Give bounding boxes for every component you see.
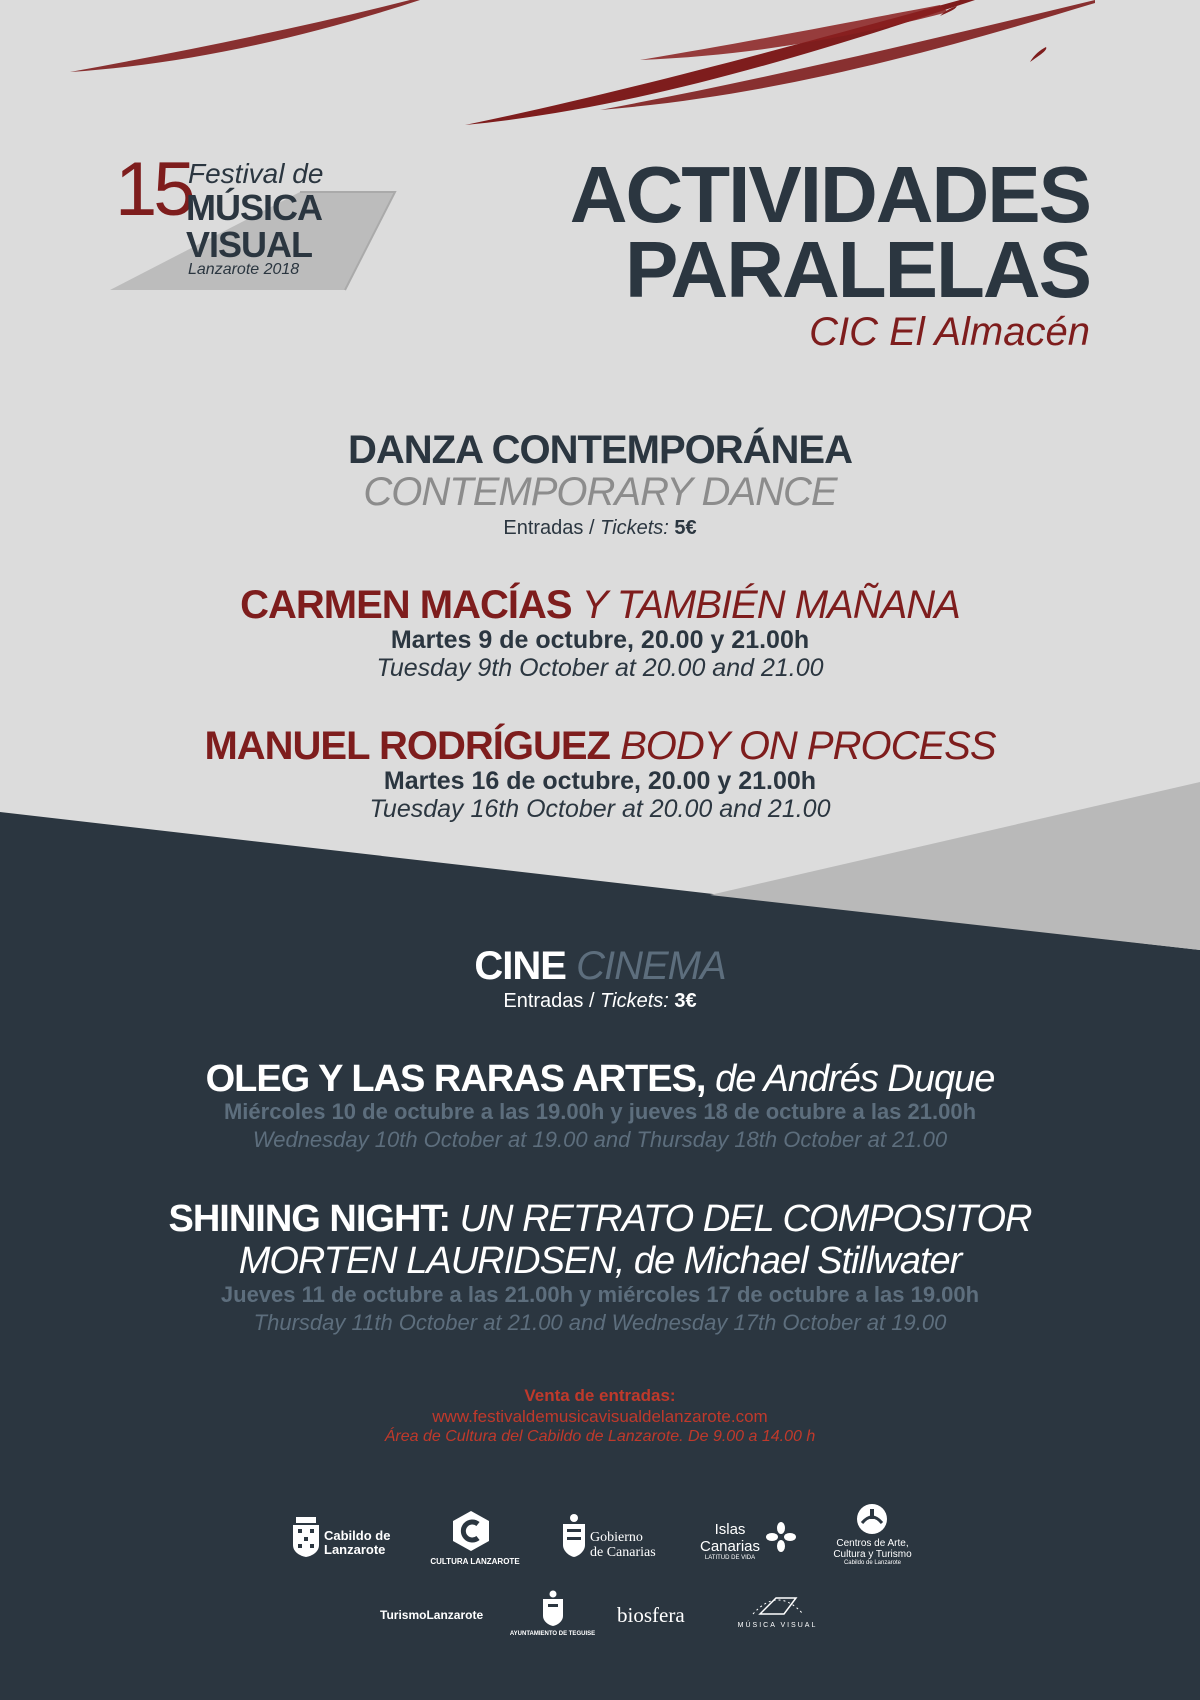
film-1-title-row (0, 1058, 1200, 1101)
venue: CIC El Almacén (809, 310, 1090, 354)
centros-line-2: Cultura y Turismo (833, 1549, 912, 1560)
cabildo-shield-icon (292, 1517, 320, 1557)
logo-line-musica: MÚSICA (186, 187, 322, 228)
film-2-title: SHINING NIGHT: (168, 1198, 451, 1240)
dance-heading: DANZA CONTEMPORÁNEA (348, 428, 852, 472)
dance-event-1-artist: CARMEN MACÍAS (240, 583, 572, 627)
cinema-price: 3€ (674, 990, 697, 1012)
islas-line-1: Islas (714, 1521, 746, 1538)
sponsor-turismo: TurismoLanzarote (380, 1608, 484, 1622)
gobierno-line-2: de Canarias (590, 1545, 656, 1561)
film-2-subtitle-line-2: MORTEN LAURIDSEN, de Michael Stillwater (238, 1240, 962, 1282)
centros-emblem-icon (856, 1503, 888, 1535)
cinema-tickets-en: Tickets: (600, 990, 669, 1012)
centros-line-1: Centros de Arte, (836, 1538, 909, 1549)
film-2-subtitle: UN RETRATO DEL COMPOSITOR (459, 1198, 1032, 1240)
islas-flower-icon (766, 1522, 796, 1552)
sponsor-biosfera: biosfera (617, 1603, 685, 1627)
film-1-title: OLEG Y LAS RARAS ARTES, (205, 1058, 706, 1100)
sales-url[interactable]: www.festivaldemusicavisualdelanzarote.com (432, 1407, 768, 1426)
dance-event-1-date-es: Martes 9 de octubre, 20.00 y 21.00h (390, 626, 810, 654)
cultura-hexagon-icon (451, 1510, 491, 1552)
dance-event-1-work: Y TAMBIÉN MAÑANA (581, 583, 960, 627)
film-1-date-es: Miércoles 10 de octubre a las 19.00h y jueves 18 de octubre a las 21.00h (223, 1099, 977, 1124)
logo-number: 15 (115, 147, 192, 232)
film-1-date-en: Wednesday 10th October at 19.00 and Thursday 18th October at 21.00 (252, 1127, 948, 1152)
cinema-heading-en: CINEMA (576, 944, 726, 988)
cabildo-line-1: Cabildo de (324, 1528, 391, 1543)
logo-line-festival: Festival de (188, 158, 324, 189)
film-2-date-en: Thursday 11th October at 21.00 and Wednesday 17th October at 19.00 (253, 1310, 947, 1335)
dance-tickets-es: Entradas / (503, 517, 595, 539)
film-2-title-row (0, 1198, 1200, 1241)
centros-line-3: Cabildo de Lanzarote (843, 1560, 902, 1566)
islas-line-2: Canarias (700, 1537, 761, 1555)
dance-tickets (0, 517, 1200, 540)
dance-event-1 (0, 583, 1200, 628)
dance-event-2 (0, 724, 1200, 769)
cinema-heading-row (0, 944, 1200, 989)
islas-line-3: LATITUD DE VIDA (704, 1555, 756, 1561)
film-1-director: de Andrés Duque (715, 1058, 995, 1100)
dance-event-2-work: BODY ON PROCESS (620, 724, 996, 768)
film-2-date-es: Jueves 11 de octubre a las 21.00h y miércoles 17 de octubre a las 19.00h (220, 1282, 980, 1307)
dance-event-2-artist: MANUEL RODRÍGUEZ (204, 724, 610, 768)
cinema-tickets (0, 990, 1200, 1013)
dance-price: 5€ (674, 517, 697, 539)
dance-event-2-date-en: Tuesday 16th October at 20.00 and 21.00 (369, 795, 831, 823)
teguise-shield-icon (541, 1590, 565, 1626)
logo-line-year: Lanzarote 2018 (188, 261, 300, 278)
dance-event-1-date-en: Tuesday 9th October at 20.00 and 21.00 (376, 654, 824, 682)
cinema-tickets-es: Entradas / (503, 990, 595, 1012)
sales-heading: Venta de entradas: (524, 1386, 676, 1405)
title-line-1: ACTIVIDADES (569, 150, 1090, 239)
sales-office: Área de Cultura del Cabildo de Lanzarote. De 9.00 a 14.00 h (384, 1428, 816, 1445)
dance-heading-en: CONTEMPORARY DANCE (363, 470, 837, 514)
cultura-label: CULTURA LANZAROTE (430, 1557, 520, 1566)
musica-visual-logo-icon (748, 1592, 808, 1622)
cabildo-line-2: Lanzarote (324, 1542, 386, 1558)
musica-visual-label: MÚSICA VISUAL (737, 1622, 818, 1629)
title-line-2: PARALELAS (625, 225, 1090, 314)
dance-tickets-en: Tickets: (600, 517, 669, 539)
logo-line-visual: VISUAL (186, 224, 313, 265)
dance-event-2-date-es: Martes 16 de octubre, 20.00 y 21.00h (383, 767, 817, 795)
gobierno-line-1: Gobierno (590, 1530, 643, 1545)
gobierno-shield-icon (561, 1513, 587, 1557)
cinema-heading: CINE (474, 944, 566, 988)
teguise-label: AYUNTAMIENTO DE TEGUISE (509, 1631, 596, 1637)
